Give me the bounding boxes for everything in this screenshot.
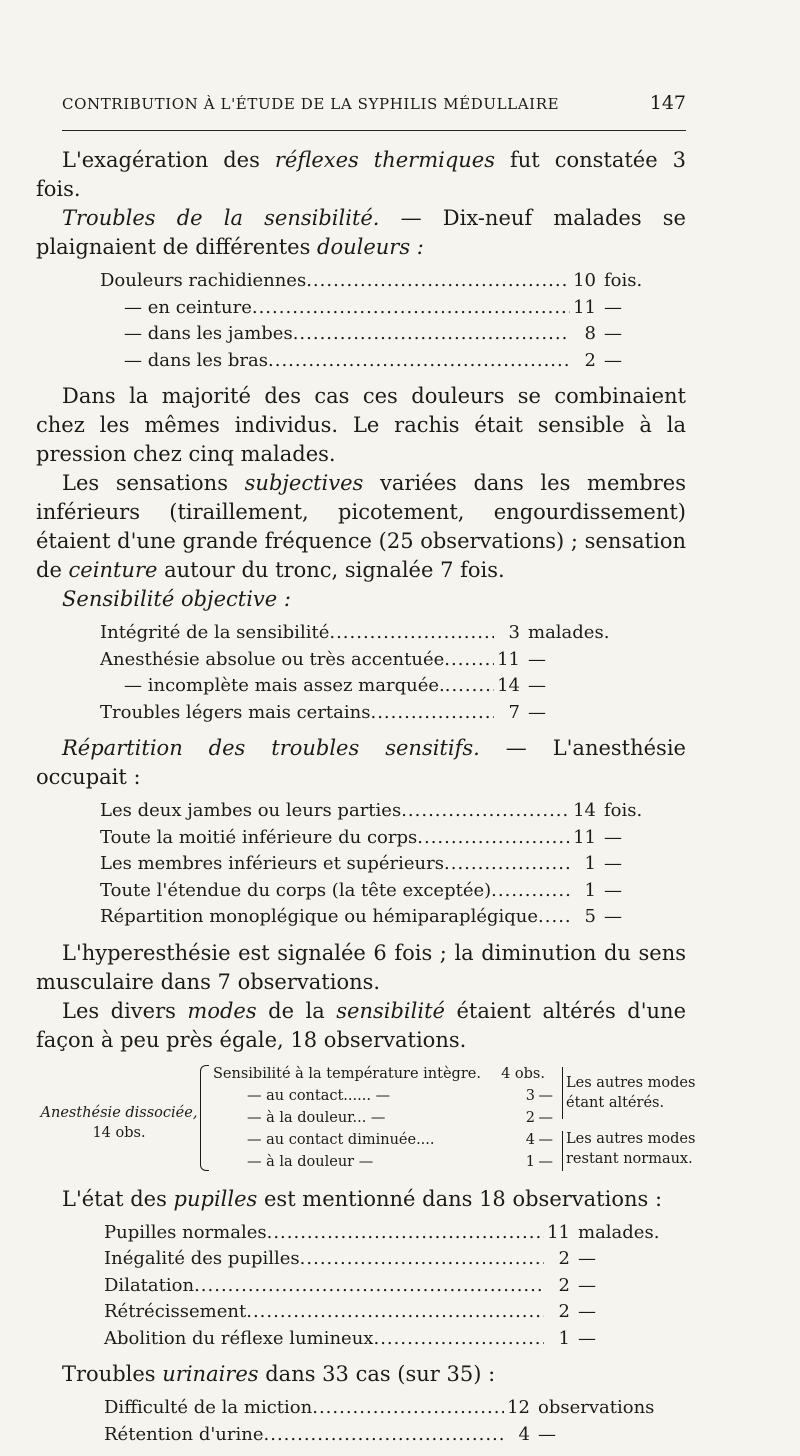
list-item: Anesthésie absolue ou très accentuée ..... 11 —	[100, 647, 620, 674]
list-pupilles	[104, 1220, 670, 1353]
list-item: Toute l'étendue du corps (la tête exceptée) ..... 1 —	[100, 878, 666, 905]
right-brace	[556, 1131, 563, 1171]
paragraph-hyperesthesie: L'hyperesthésie est signalée 6 fois ; la diminution du sens musculaire dans 7 observations.	[36, 940, 686, 994]
header-rule	[62, 130, 686, 131]
list-item: Douleurs rachidiennes ..... 10 fois.	[100, 268, 666, 295]
list-repartition	[100, 798, 666, 931]
list-douleurs	[100, 268, 666, 374]
paragraph-pupilles: L'état des pupilles est mentionné dans 18 observations :	[62, 1186, 663, 1211]
note-autres-modes-normaux: Les autres modes restant normaux.	[566, 1130, 696, 1167]
anesthesie-label: Anesthésie dissociée, 14 obs.	[40, 1104, 198, 1141]
list-item: — incomplète mais assez marquée. ..... 14 —	[100, 673, 620, 700]
paragraph-majorite: Dans la majorité des cas ces douleurs se combinaient chez les mêmes individus. Le rachis était sensible à la pression chez cinq malades.	[36, 384, 686, 466]
paragraph-troubles-sensibilite: Troubles de la sensibilité. — Dix-neuf malades se plaignaient de différentes douleurs :	[36, 206, 686, 259]
running-header	[62, 92, 686, 114]
list-item: Rétrécissement ..... 2 —	[104, 1299, 670, 1326]
paragraph-repartition: Répartition des troubles sensitifs. — L'anesthésie occupait :	[36, 736, 686, 789]
list-item: Rétention d'urine ..... 4 —	[104, 1422, 670, 1449]
list-item: Pupilles normales ..... 11 malades.	[104, 1220, 670, 1247]
table-row: — au contact diminuée.... 4 —	[247, 1131, 553, 1148]
table-row: — au contact...... — 3 —	[247, 1087, 553, 1104]
running-title: CONTRIBUTION À L'ÉTUDE DE LA SYPHILIS MÉDULLAIRE	[62, 95, 560, 113]
page-body	[36, 146, 696, 1456]
list-item: Dilatation ..... 2 —	[104, 1273, 670, 1300]
table-row: Sensibilité à la température intègre. 4 obs.	[213, 1065, 545, 1082]
list-item: — en ceinture ..... 11 —	[100, 295, 666, 322]
table-row: — à la douleur — 1 —	[247, 1153, 553, 1170]
list-item: Intégrité de la sensibilité ..... 3 malades.	[100, 620, 620, 647]
list-item: — dans les bras ..... 2 —	[100, 348, 666, 375]
paragraph-troubles-urinaires: Troubles urinaires dans 33 cas (sur 35) :	[62, 1362, 496, 1386]
note-autres-modes-alteres: Les autres modes étant altérés.	[566, 1074, 696, 1111]
list-item: Toute la moitié inférieure du corps ..... 11 —	[100, 825, 666, 852]
table-row: — à la douleur... — 2 —	[247, 1109, 553, 1126]
list-item: Difficulté de la miction ..... 12 observations	[104, 1395, 670, 1422]
list-sensibilite-objective	[100, 620, 620, 726]
table-anesthesie-dissociee	[36, 1063, 696, 1179]
paragraph-sensations-subjectives: Les sensations subjectives variées dans les membres inférieurs (tiraillement, picotement, engourdissement) étaient d'une grande fréquence (25 observations) ; sensation de ceinture autour du tronc, signalée 7 fois.	[36, 471, 687, 582]
page-number: 147	[649, 92, 686, 114]
heading-sensibilite-objective: Sensibilité objective :	[62, 587, 291, 611]
list-item: Troubles légers mais certains ..... 7 —	[100, 700, 620, 727]
list-item: — dans les jambes ..... 8 —	[100, 321, 666, 348]
paragraph-reflexes: L'exagération des réflexes thermiques fut constatée 3 fois.	[36, 148, 686, 201]
right-brace	[556, 1067, 563, 1119]
left-brace	[200, 1065, 209, 1171]
list-item: Abolition du réflexe lumineux ..... 1 —	[104, 1326, 670, 1353]
list-item: Les membres inférieurs et supérieurs ..... 1 —	[100, 851, 666, 878]
list-urinaires	[104, 1395, 670, 1448]
list-item: Les deux jambes ou leurs parties ..... 14 fois.	[100, 798, 666, 825]
paragraph-modes-sensibilite: Les divers modes de la sensibilité étaient altérés d'une façon à peu près égale, 18 observations.	[36, 998, 686, 1052]
anesthesie-lines	[213, 1063, 553, 1173]
list-item: Inégalité des pupilles ..... 2 —	[104, 1246, 670, 1273]
list-item: Répartition monoplégique ou hémiparaplégique ..... 5 —	[100, 904, 666, 931]
